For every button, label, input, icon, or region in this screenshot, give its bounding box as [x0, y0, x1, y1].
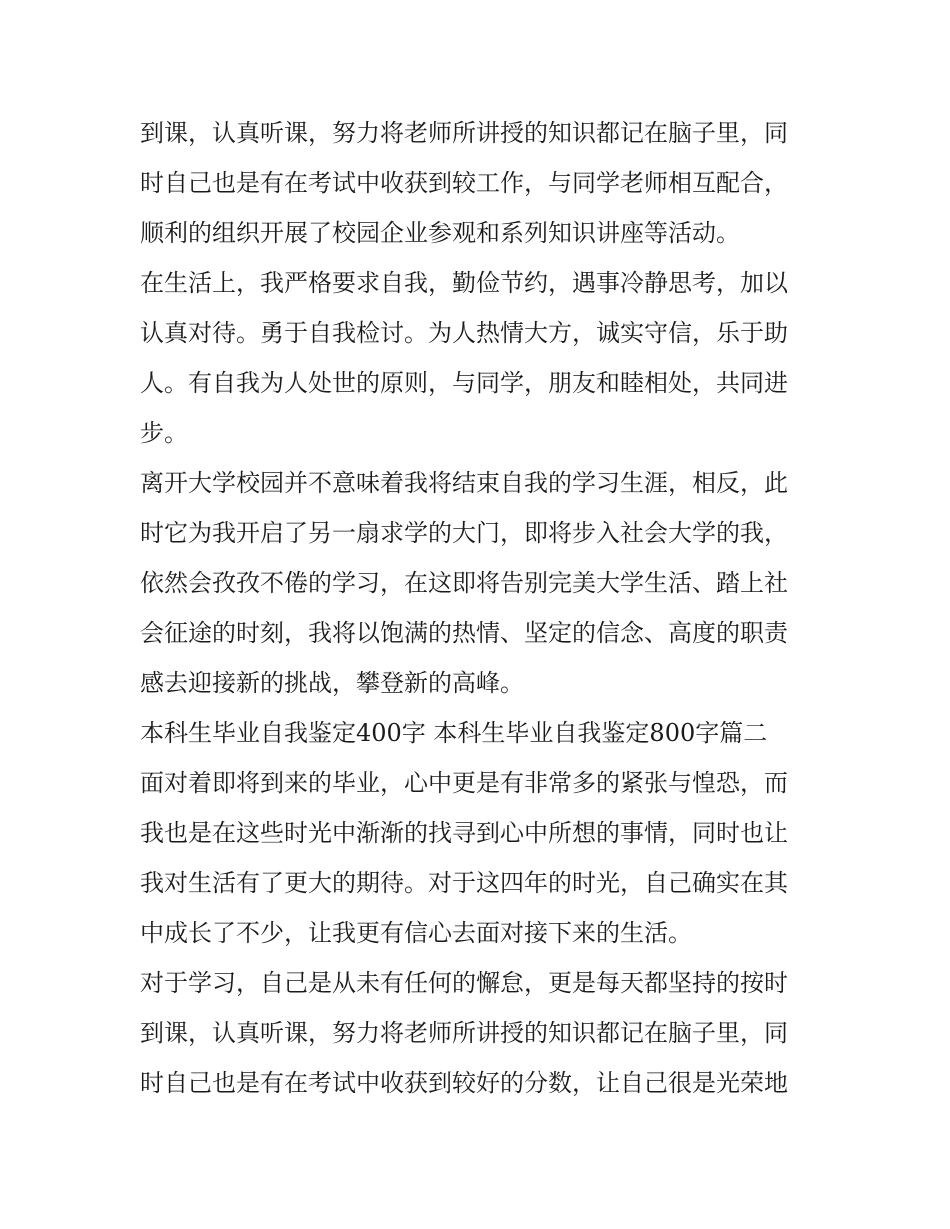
text-line: 感去迎接新的挑战，攀登新的高峰。 [140, 669, 524, 697]
text-line: 我也是在这些时光中渐渐的找寻到心中所想的事情，同时也让 [140, 819, 788, 847]
text-line: 中成长了不少，让我更有信心去面对接下来的生活。 [140, 919, 692, 947]
text-line: 时自己也是有在考试中收获到较工作，与同学老师相互配合， [140, 169, 788, 197]
text-line: 我对生活有了更大的期待。对于这四年的时光，自己确实在其 [140, 869, 788, 897]
section-heading: 本科生毕业自我鉴定400字 本科生毕业自我鉴定800字篇二 [140, 719, 768, 747]
document-body [140, 108, 820, 1108]
text-line: 面对着即将到来的毕业，心中更是有非常多的紧张与惶恐，而 [140, 769, 788, 797]
text-line: 时自己也是有在考试中收获到较好的分数，让自己很是光荣地 [140, 1069, 788, 1097]
text-line: 对于学习，自己是从未有任何的懈怠，更是每天都坚持的按时 [140, 969, 788, 997]
text-line: 人。有自我为人处世的原则，与同学，朋友和睦相处，共同进 [140, 369, 788, 397]
text-line: 认真对待。勇于自我检讨。为人热情大方，诚实守信，乐于助 [140, 319, 788, 347]
text-line: 到课，认真听课，努力将老师所讲授的知识都记在脑子里，同 [140, 119, 788, 147]
text-line: 依然会孜孜不倦的学习，在这即将告别完美大学生活、踏上社 [140, 569, 788, 597]
text-line: 离开大学校园并不意味着我将结束自我的学习生涯，相反，此 [140, 469, 788, 497]
text-line: 顺利的组织开展了校园企业参观和系列知识讲座等活动。 [140, 219, 740, 247]
text-line: 步。 [140, 419, 188, 447]
text-line: 会征途的时刻，我将以饱满的热情、坚定的信念、高度的职责 [140, 619, 788, 647]
text-line: 在生活上，我严格要求自我，勤俭节约，遇事冷静思考，加以 [140, 269, 788, 297]
text-line: 时它为我开启了另一扇求学的大门，即将步入社会大学的我， [140, 519, 788, 547]
text-line: 到课，认真听课，努力将老师所讲授的知识都记在脑子里，同 [140, 1019, 788, 1047]
